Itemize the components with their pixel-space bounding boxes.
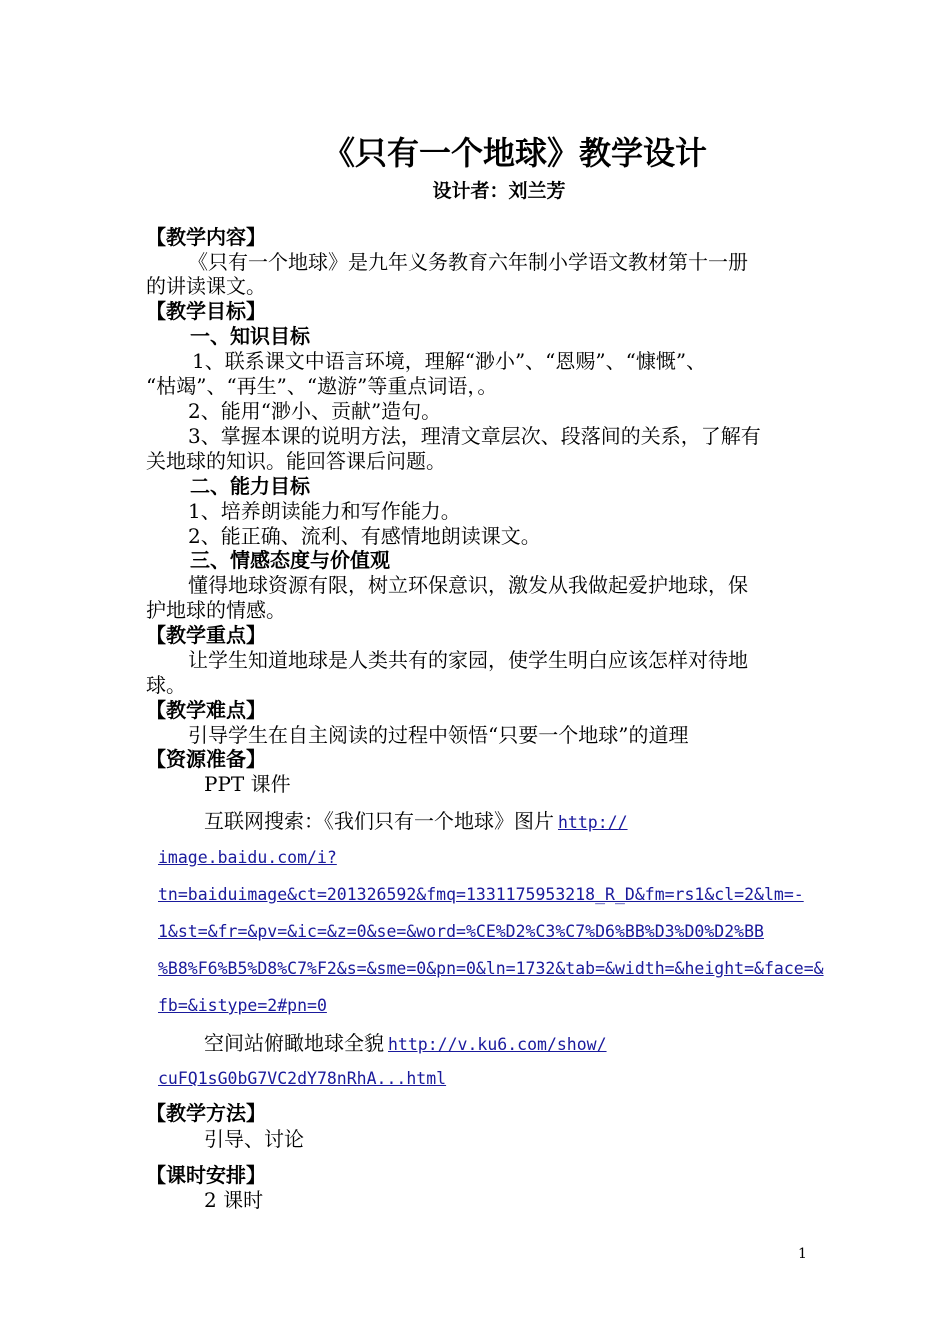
resource-space-label: 空间站俯瞰地球全貌 — [204, 1031, 384, 1055]
section-heading-schedule: 【课时安排】 — [146, 1163, 266, 1187]
section-heading-content: 【教学内容】 — [146, 225, 266, 249]
goal-item: 护地球的情感。 — [146, 598, 286, 622]
goal-item: “枯竭”、“再生”、“遨游”等重点词语，。 — [146, 374, 498, 398]
content-text-line: 的讲读课文。 — [146, 274, 266, 298]
document-author: 设计者：刘兰芳 — [432, 180, 566, 202]
section-heading-goals: 【教学目标】 — [146, 299, 266, 323]
key-text-line: 球。 — [146, 673, 186, 697]
resource-space — [204, 1030, 607, 1058]
resource-search — [204, 808, 628, 836]
resource-link[interactable]: fb=&istype=2#pn=0 — [158, 996, 327, 1015]
goal-item: 关地球的知识。能回答课后问题。 — [146, 449, 446, 473]
method-text: 引导、讨论 — [204, 1127, 304, 1151]
document-title: 《只有一个地球》教学设计 — [322, 134, 707, 172]
section-heading-key-points: 【教学重点】 — [146, 623, 266, 647]
goal-item: 1、培养朗读能力和写作能力。 — [188, 499, 461, 523]
schedule-text: 2 课时 — [204, 1188, 264, 1212]
key-text-line: 让学生知道地球是人类共有的家园，使学生明白应该怎样对待地 — [188, 648, 748, 672]
subheading-attitude: 三、情感态度与价值观 — [190, 548, 390, 572]
resource-link[interactable]: http:// — [558, 813, 628, 832]
section-heading-methods: 【教学方法】 — [146, 1101, 266, 1125]
subheading-ability: 二、能力目标 — [190, 474, 310, 498]
goal-item: 1、联系课文中语言环境，理解“渺小”、“恩赐”、“慷慨”、 — [192, 349, 707, 373]
resource-link[interactable]: image.baidu.com/i? — [158, 848, 337, 867]
goal-item: 2、能正确、流利、有感情地朗读课文。 — [188, 524, 541, 548]
goal-item: 3、掌握本课的说明方法，理清文章层次、段落间的关系，了解有 — [188, 424, 761, 448]
resource-ppt: PPT 课件 — [204, 772, 291, 796]
difficulty-text-line: 引导学生在自主阅读的过程中领悟“只要一个地球”的道理 — [188, 723, 689, 747]
resource-link[interactable]: tn=baiduimage&ct=201326592&fmq=1331175953218_R_D&fm=rs1&cl=2&lm=- — [158, 885, 804, 904]
section-heading-difficulties: 【教学难点】 — [146, 698, 266, 722]
page-number: 1 — [798, 1246, 807, 1262]
resource-link[interactable]: %B8%F6%B5%D8%C7%F2&s=&sme=0&pn=0&ln=1732&tab=&width=&height=&face=& — [158, 959, 824, 978]
resource-link[interactable]: cuFQ1sG0bG7VC2dY78nRhA...html — [158, 1069, 447, 1088]
content-text-line: 《只有一个地球》是九年义务教育六年制小学语文教材第十一册 — [188, 250, 748, 274]
goal-item: 懂得地球资源有限，树立环保意识，激发从我做起爱护地球，保 — [188, 573, 748, 597]
subheading-knowledge: 一、知识目标 — [190, 324, 310, 348]
resource-search-label: 互联网搜索：《我们只有一个地球》图片 — [204, 809, 554, 833]
resource-link[interactable]: 1&st=&fr=&pv=&ic=&z=0&se=&word=%CE%D2%C3%C7%D6%BB%D3%D0%D2%BB — [158, 922, 764, 941]
section-heading-resources: 【资源准备】 — [146, 747, 266, 771]
goal-item: 2、能用“渺小、贡献”造句。 — [188, 399, 442, 423]
resource-link[interactable]: http://v.ku6.com/show/ — [388, 1035, 607, 1054]
